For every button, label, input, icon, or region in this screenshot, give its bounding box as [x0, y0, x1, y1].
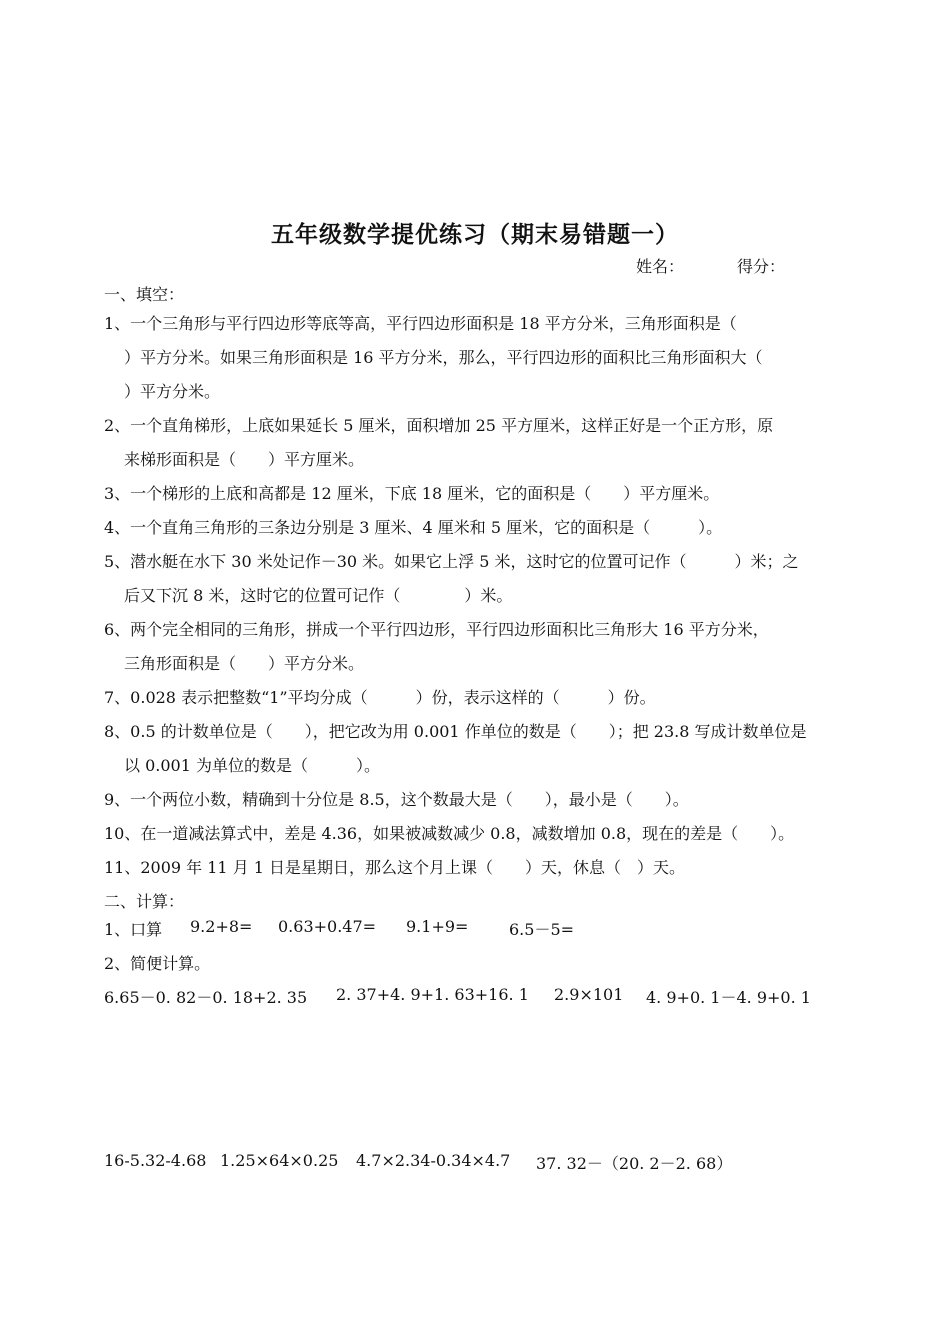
question-line: 3、一个梯形的上底和高都是 12 厘米，下底 18 厘米，它的面积是（ ）平方厘米。	[104, 484, 720, 503]
question-line: 1、一个三角形与平行四边形等底等高，平行四边形面积是 18 平方分米，三角形面积是（	[104, 314, 737, 333]
question-line: 7、0.028 表示把整数“1”平均分成（ ）份，表示这样的（ ）份。	[104, 688, 656, 707]
simple-calc-item: 1.25×64×0.25	[220, 1151, 339, 1170]
simple-calc-item: 37. 32－（20. 2－2. 68）	[536, 1154, 733, 1173]
section-heading-calc: 二、计算：	[104, 892, 185, 911]
oral-calc-item: 9.2+8=	[190, 917, 253, 936]
oral-calc-item: 6.5－5=	[509, 920, 575, 939]
oral-calc-item: 0.63+0.47=	[278, 917, 377, 936]
question-line: 9、一个两位小数，精确到十分位是 8.5，这个数最大是（ ），最小是（ ）。	[104, 790, 689, 809]
question-line: 4、一个直角三角形的三条边分别是 3 厘米、4 厘米和 5 厘米，它的面积是（ ）。	[104, 518, 723, 537]
question-line: 以 0.001 为单位的数是（ ）。	[124, 756, 380, 775]
simple-calc-item: 2.9×101	[554, 985, 624, 1004]
question-line: 10、在一道减法算式中，差是 4.36，如果被减数减少 0.8，减数增加 0.8，现在的差是（ ）。	[104, 824, 795, 843]
simple-calc-label: 2、简便计算。	[104, 954, 211, 973]
page-title: 五年级数学提优练习（期末易错题一）	[271, 222, 679, 248]
simple-calc-item: 6.65－0. 82－0. 18+2. 35	[104, 988, 308, 1007]
question-line: 2、一个直角梯形，上底如果延长 5 厘米，面积增加 25 平方厘米，这样正好是一个正方形，原	[104, 416, 774, 435]
question-line: 后又下沉 8 米，这时它的位置可记作（ ）米。	[124, 586, 513, 605]
oral-calc-item: 9.1+9=	[406, 917, 469, 936]
question-line: 来梯形面积是（ ）平方厘米。	[124, 450, 365, 469]
question-line: 8、0.5 的计数单位是（ ），把它改为用 0.001 作单位的数是（ ）；把 23.8 写成计数单位是	[104, 722, 807, 741]
score-label: 得分：	[737, 257, 786, 276]
question-line: 6、两个完全相同的三角形，拼成一个平行四边形，平行四边形面积比三角形大 16 平方分米，	[104, 620, 769, 639]
simple-calc-item: 4. 9+0. 1－4. 9+0. 1	[646, 988, 811, 1007]
simple-calc-item: 16-5.32-4.68	[104, 1151, 207, 1170]
oral-calc-label: 1、口算	[104, 920, 163, 939]
name-label: 姓名：	[636, 257, 685, 276]
question-line: ）平方分米。如果三角形面积是 16 平方分米，那么，平行四边形的面积比三角形面积大（	[124, 348, 763, 367]
question-line: 三角形面积是（ ）平方分米。	[124, 654, 365, 673]
question-line: 5、潜水艇在水下 30 米处记作－30 米。如果它上浮 5 米，这时它的位置可记作（ ）米；之	[104, 552, 799, 571]
question-line: 11、2009 年 11 月 1 日是星期日，那么这个月上课（ ）天，休息（ ）天。	[104, 858, 686, 877]
question-line: ）平方分米。	[124, 382, 221, 401]
section-heading-fill: 一、填空：	[104, 285, 185, 304]
simple-calc-item: 4.7×2.34-0.34×4.7	[356, 1151, 511, 1170]
simple-calc-item: 2. 37+4. 9+1. 63+16. 1	[336, 985, 529, 1004]
